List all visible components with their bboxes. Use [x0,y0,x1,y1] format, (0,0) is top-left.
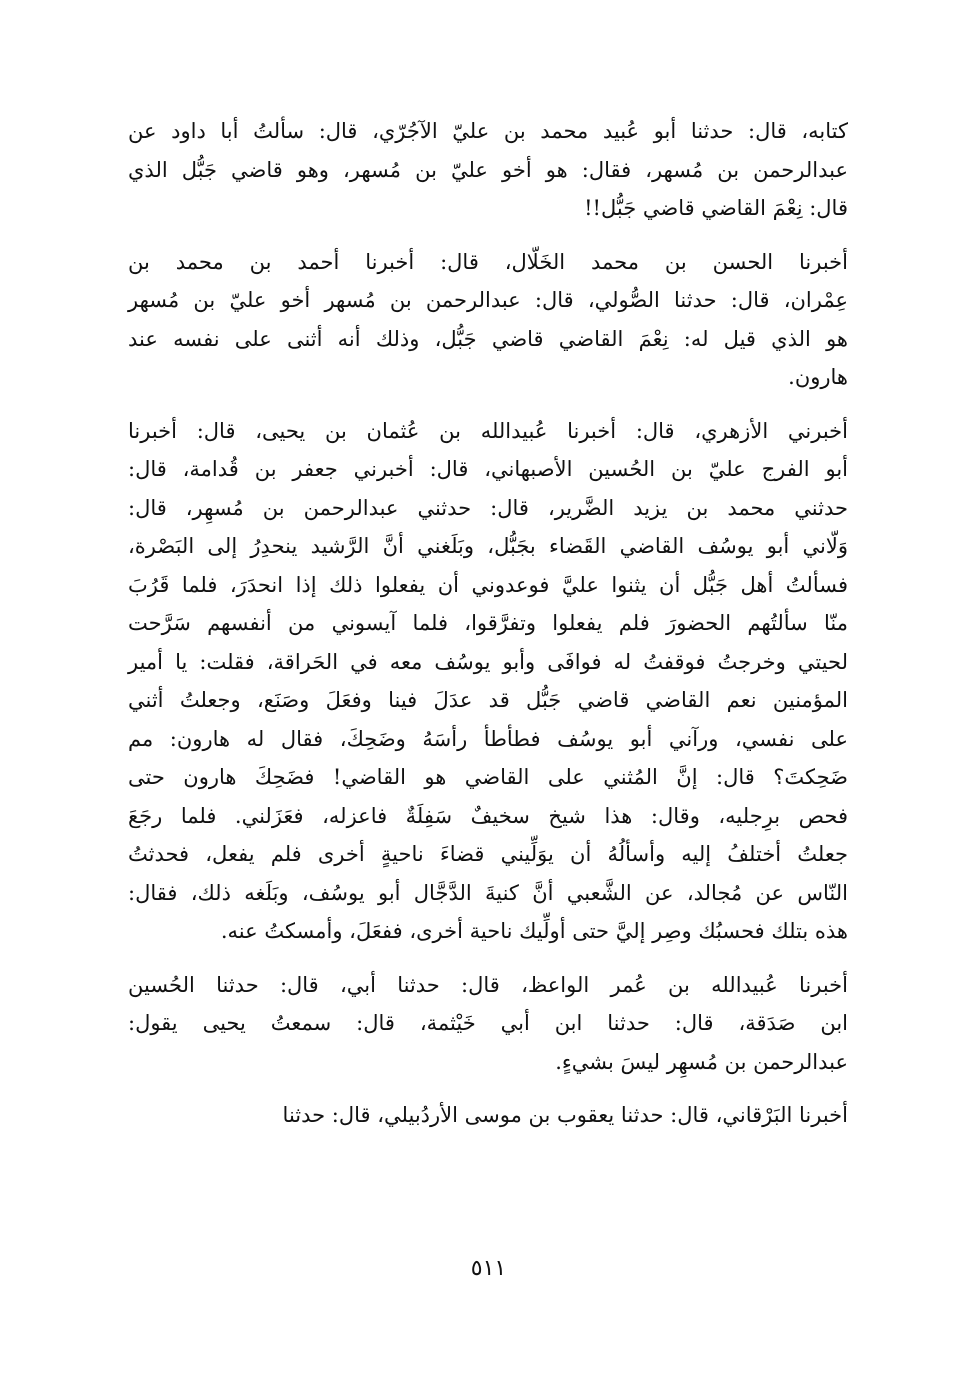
text-line: أخبرنا الحسن بن محمد الخَلّال، قال: أخبرنا أحمد بن محمد بن [128,249,848,274]
text-line: لحيتي وخرجتُ فوقفتُ له فوافَى وأبو يوسُف معه في الحَراقة، فقلت: يا أمير [128,649,848,674]
body-text [128,112,848,1135]
text-line: أخبرني الأزهري، قال: أخبرنا عُبيدالله بن عُثمان بن يحيى، قال: أخبرنا [128,418,848,443]
text-line: حدثني محمد بن يزيد الضَّرير، قال: حدثني عبدالرحمن بن مُسهِر، قال: [128,495,848,520]
text-line: منّا سألتُهم الحضورَ فلم يفعلوا وتفرَّقوا، فلما آيسوني من أنفسهم سَرَّحت [128,611,848,635]
page-number: ٥١١ [470,1256,507,1281]
text-line: هذه بتلك فحسبُك وصِر إليَّ حتى أولِّيك ناحية أخرى، ففعَلَ، وأمسكتُ عنه. [220,919,848,943]
text-line: النّاس عن مُجالد، عن الشَّعبي أنَّ كنيةَ الدَّجَّال أبو يوسُف، وبَلَغه ذلك، فقال: [128,880,848,905]
text-line: أخبرنا عُبيدالله بن عُمر الواعظ، قال: حدثنا أبي، قال: حدثنا الحُسين [128,972,848,997]
text-line: كتابه، قال: حدثنا أبو عُبيد محمد بن عليّ الآجُرّي، قال: سألتُ أبا داود عن [128,119,848,143]
paragraph [128,1096,848,1135]
text-line: ضَحِكتَ؟ قال: إنَّ المُثني على القاضي هو القاضي! فضَحِكَ هارون حتى [128,765,848,789]
text-line: فحص برِجليه، وقال: هذا شيخ سخيفٌ سَفِلَةٌ فاعزله، فعَزَلني. فلما رجَعَ [128,803,848,828]
text-line: أبو الفرج عليّ بن الحُسين الأصبهاني، قال: أخبرني جعفر بن قُدامة، قال: [128,457,848,481]
text-line: عبدالرحمن بن مُسهر، فقال: هو أخو عليّ بن مُسهر، وهو قاضي جَبُّل الذي [128,157,848,182]
text-line: عبدالرحمن بن مُسهِر ليسَ بشيءٍ. [555,1049,848,1074]
paragraph [128,966,848,1082]
paragraph [128,243,848,397]
text-line: هو الذي قيل له: نِعْمَ القاضي قاضي جَبُّل، وذلك أنه أثنى على نفسه عند [128,326,848,351]
paragraph [128,112,848,228]
text-line: ابن صَدَقة، قال: حدثنا ابن أبي خَيْثمة، قال: سمعتُ يحيى يقول: [128,1011,848,1035]
text-line: فسألتُ أهل جَبُّل أن يثنوا عليَّ فوعدوني أن يفعلوا ذلك إذا انحدَرَ، فلما قَرُبَ [128,572,848,597]
paragraph [128,412,848,951]
text-line: على نفسي، ورآني أبو يوسُف فطأطأ رأسَهُ وضَحِكَ، فقال له هارون: مم [128,726,848,751]
text-line: وَلّاني أبو يوسُف القاضي القَضاء بجَبُّل، وبَلَغني أنَّ الرَّشيد ينحدِرُ إلى البَصْرة، [128,534,848,558]
text-line: جعلتُ أختلفُ إليه وأسألُهُ أن يوَلِّيني قضاءَ ناحيةٍ أخرى فلم يفعل، فحدثتُ [128,842,848,866]
text-line: عِمْران، قال: حدثنا الصُّولي، قال: عبدالرحمن بن مُسهر أخو عليّ بن مُسهر [128,288,848,312]
text-line: أخبرنا البَرْقاني، قال: حدثنا يعقوب بن موسى الأردُبيلي، قال: حدثنا [282,1103,848,1127]
text-line: المؤمنين نعم القاضي قاضي جَبُّل قد عدَلَ فينا وفعَلَ وصَنَع، وجعلتُ أثني [128,688,848,712]
text-line: قال: نِعْمَ القاضي قاضي جَبُّل!! [584,196,848,220]
text-line: هارون. [788,365,848,389]
